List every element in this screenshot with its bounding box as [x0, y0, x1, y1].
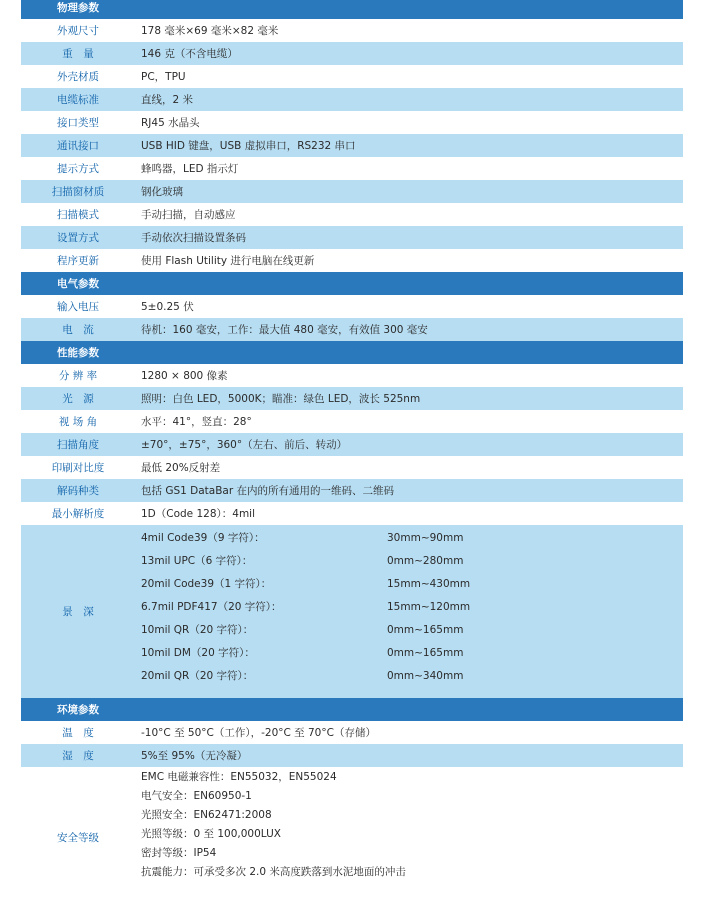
- dof-line: [141, 618, 683, 641]
- spec-row: [21, 19, 683, 42]
- spec-row: [21, 157, 683, 180]
- spec-row: [21, 721, 683, 744]
- dof-code: 10mil DM（20 字符）：: [141, 647, 255, 659]
- spec-label: 光 源: [62, 393, 94, 405]
- spec-label: 扫描窗材质: [51, 186, 105, 198]
- spec-value: 最低 20%反射差: [141, 462, 221, 474]
- section-title: 物理参数: [57, 2, 99, 14]
- dof-line: [141, 641, 683, 664]
- dof-range: 0mm~340mm: [387, 669, 464, 682]
- spec-value: 水平：41°，竖直：28°: [141, 416, 252, 428]
- spec-value: 钢化玻璃: [141, 186, 183, 198]
- safety-line: 光照安全：EN62471:2008: [141, 809, 272, 821]
- spec-value: 包括 GS1 DataBar 在内的所有通用的一维码、二维码: [141, 485, 395, 497]
- spec-row: [21, 433, 683, 456]
- spec-value: 1D（Code 128）：4mil: [141, 508, 256, 520]
- spec-value: 5%至 95%（无冷凝）: [141, 750, 248, 762]
- dof-line: [141, 664, 683, 687]
- spec-label: 解码种类: [57, 485, 99, 497]
- spec-row: [21, 295, 683, 318]
- section-title: 性能参数: [57, 347, 99, 359]
- spec-row: [21, 410, 683, 433]
- safety-values: [135, 767, 683, 907]
- spec-label: 温 度: [62, 727, 94, 739]
- spec-row: [21, 134, 683, 157]
- spec-value: 直线，2 米: [141, 94, 194, 106]
- spec-row: [21, 226, 683, 249]
- environment-section-header: [21, 698, 683, 721]
- dof-range: 15mm~430mm: [387, 577, 471, 590]
- spec-value: USB HID 键盘，USB 虚拟串口，RS232 串口: [141, 140, 356, 152]
- spec-label: 外观尺寸: [57, 25, 99, 37]
- spec-label: 湿 度: [62, 750, 94, 762]
- dof-code: 10mil QR（20 字符）：: [141, 624, 254, 636]
- depth-of-field-values: [135, 525, 683, 698]
- spec-row: [21, 203, 683, 226]
- dof-range: 0mm~165mm: [387, 623, 464, 636]
- dof-code: 13mil UPC（6 字符）：: [141, 555, 253, 567]
- safety-line: 密封等级：IP54: [141, 847, 217, 859]
- spec-label: 扫描角度: [57, 439, 99, 451]
- spec-value: 手动扫描，自动感应: [141, 209, 236, 221]
- safety-line: EMC 电磁兼容性：EN55032，EN55024: [141, 771, 337, 783]
- dof-line: [141, 572, 683, 595]
- safety-line: 抗震能力：可承受多次 2.0 米高度跌落到水泥地面的冲击: [141, 866, 406, 878]
- spec-label: 分 辨 率: [58, 370, 98, 382]
- spec-row: [21, 744, 683, 767]
- spec-value: 照明：白色 LED，5000K；瞄准：绿色 LED，波长 525nm: [141, 393, 421, 405]
- spec-label: 设置方式: [57, 232, 99, 244]
- electrical-section-header: [21, 272, 683, 295]
- spec-label: 通讯接口: [57, 140, 99, 152]
- spec-table: [21, 0, 683, 907]
- spec-row: [21, 249, 683, 272]
- spec-row: [21, 479, 683, 502]
- spec-value: PC，TPU: [141, 71, 186, 83]
- spec-label: 提示方式: [57, 163, 99, 175]
- spec-value: ±70°，±75°，360°（左右、前后、转动）: [141, 439, 348, 451]
- safety-line: 光照等级：0 至 100,000LUX: [141, 828, 281, 840]
- spec-value: 手动依次扫描设置条码: [141, 232, 246, 244]
- dof-range: 30mm~90mm: [387, 531, 464, 544]
- spec-row: [21, 502, 683, 525]
- spec-row: [21, 42, 683, 65]
- spec-row: [21, 387, 683, 410]
- spec-value: 使用 Flash Utility 进行电脑在线更新: [141, 255, 315, 267]
- safety-line: 电气安全：EN60950-1: [141, 790, 252, 802]
- dof-line: [141, 549, 683, 572]
- spec-label: 外壳材质: [57, 71, 99, 83]
- spec-row: [21, 364, 683, 387]
- spec-label: 接口类型: [57, 117, 99, 129]
- dof-line: [141, 595, 683, 618]
- spec-value: 1280 × 800 像素: [141, 370, 228, 382]
- spec-row: [21, 111, 683, 134]
- spec-value: 待机：160 毫安，工作：最大值 480 毫安，有效值 300 毫安: [141, 324, 428, 336]
- dof-code: 20mil Code39（1 字符）：: [141, 578, 272, 590]
- spec-label: 输入电压: [57, 301, 99, 313]
- spec-row: [21, 88, 683, 111]
- safety-row: [21, 767, 683, 907]
- physical-section-header: [21, 0, 683, 19]
- dof-range: 15mm~120mm: [387, 600, 471, 613]
- spec-label: 安全等级: [57, 831, 99, 844]
- section-title: 环境参数: [57, 704, 99, 716]
- spec-value: 178 毫米×69 毫米×82 毫米: [141, 25, 279, 37]
- spec-label: 最小解析度: [51, 508, 105, 520]
- spec-label: 视 场 角: [58, 416, 98, 428]
- dof-code: 4mil Code39（9 字符）：: [141, 532, 265, 544]
- spec-label: 印刷对比度: [51, 462, 105, 474]
- spec-label: 电缆标准: [57, 94, 99, 106]
- spec-label: 重 量: [62, 48, 94, 60]
- dof-range: 0mm~280mm: [387, 554, 464, 567]
- spec-value: 蜂鸣器，LED 指示灯: [141, 163, 239, 175]
- spec-label: 景 深: [62, 606, 94, 618]
- spec-row: [21, 456, 683, 479]
- spec-value: -10°C 至 50°C（工作），-20°C 至 70°C（存储）: [141, 727, 376, 739]
- spec-value: 146 克（不含电缆）: [141, 48, 238, 60]
- section-title: 电气参数: [57, 278, 99, 290]
- performance-section-header: [21, 341, 683, 364]
- dof-code: 6.7mil PDF417（20 字符）：: [141, 601, 282, 613]
- dof-range: 0mm~165mm: [387, 646, 464, 659]
- spec-label: 电 流: [62, 324, 94, 336]
- spec-label: 扫描模式: [57, 209, 99, 221]
- dof-code: 20mil QR（20 字符）：: [141, 670, 254, 682]
- spec-value: 5±0.25 伏: [141, 301, 194, 313]
- dof-line: [141, 526, 683, 549]
- spec-value: RJ45 水晶头: [141, 117, 200, 129]
- depth-of-field-row: [21, 525, 683, 698]
- spec-row: [21, 180, 683, 203]
- spec-row: [21, 65, 683, 88]
- spec-label: 程序更新: [57, 255, 99, 267]
- spec-row: [21, 318, 683, 341]
